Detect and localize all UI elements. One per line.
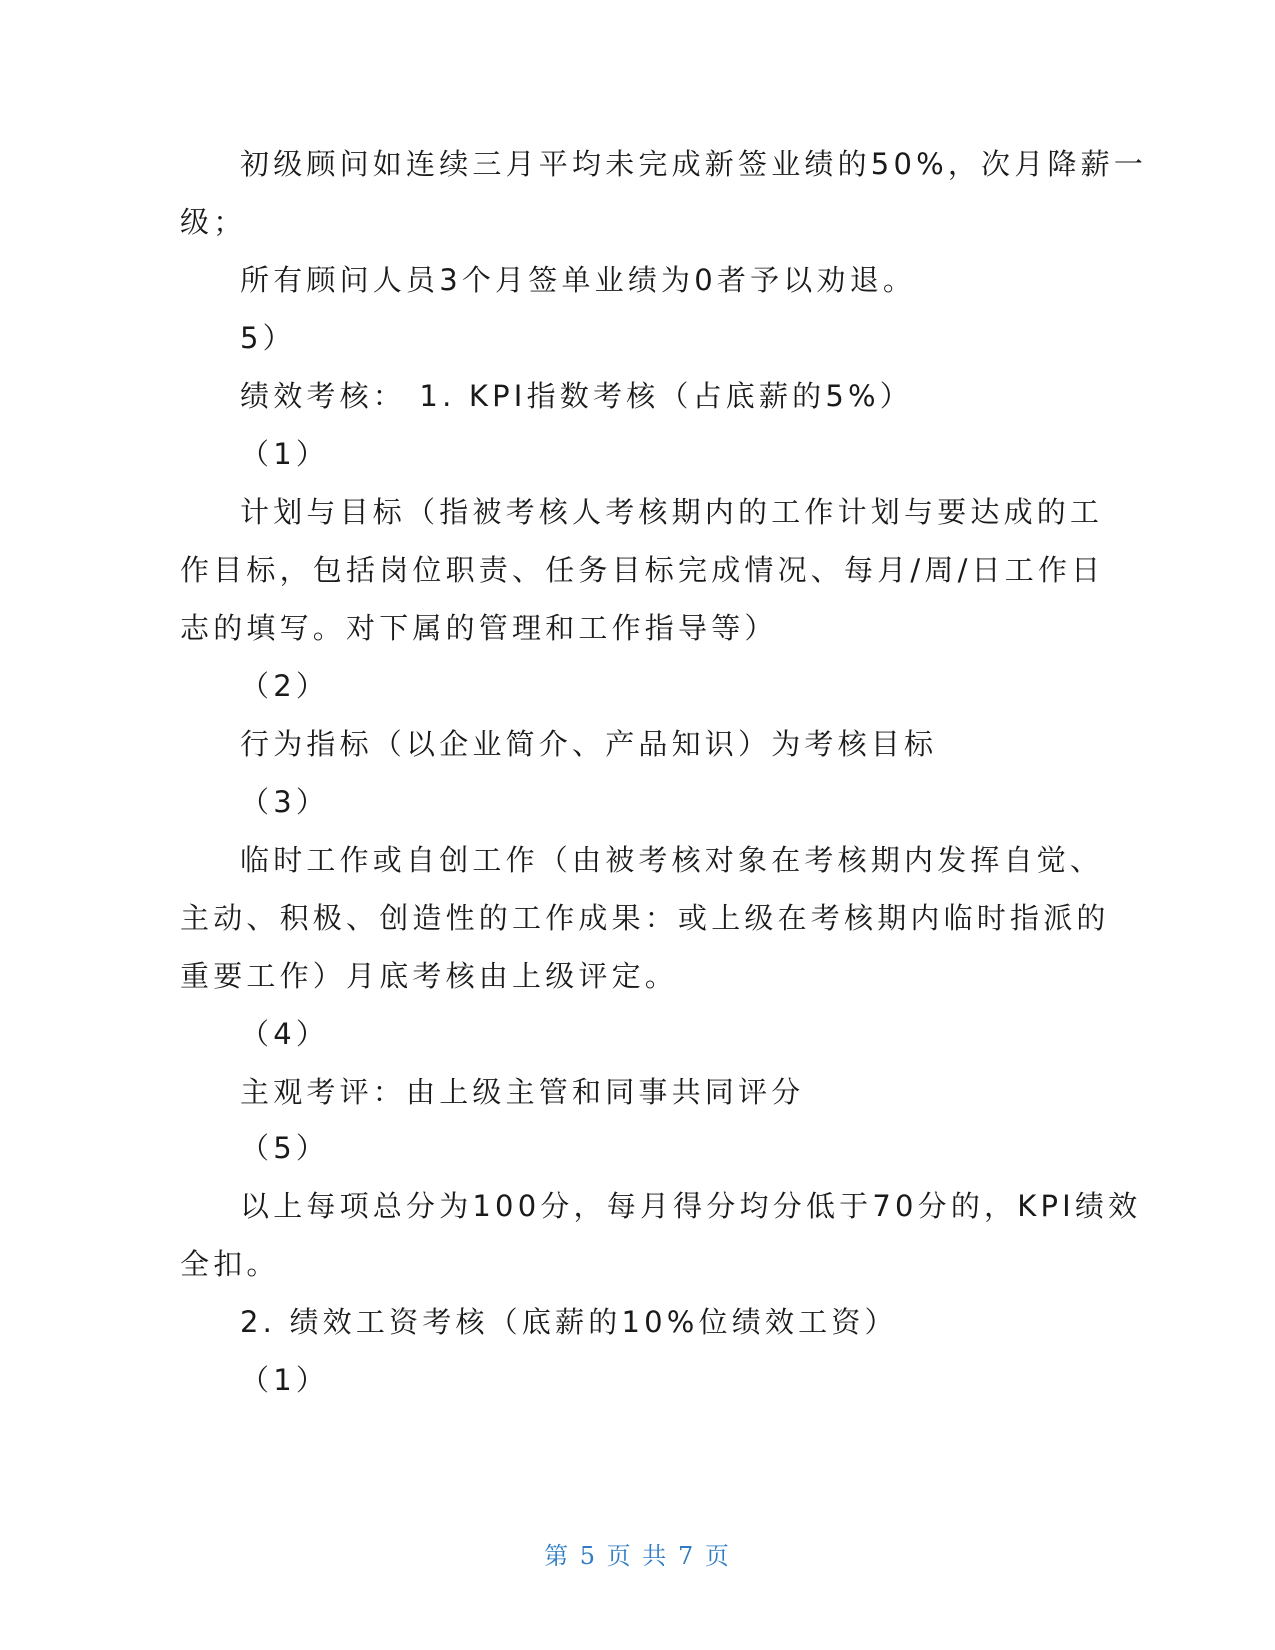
item-number: （1） <box>240 437 330 471</box>
body-line: 作目标，包括岗位职责、任务目标完成情况、每月/周/日工作日 <box>180 553 1105 587</box>
item-number: （3） <box>240 785 330 819</box>
body-line: 以上每项总分为100分，每月得分均分低于70分的，KPI绩效 <box>240 1189 1142 1223</box>
section-number: 5） <box>240 321 296 355</box>
item-number: （2） <box>240 669 330 703</box>
item-number: （4） <box>240 1017 330 1051</box>
page-number-label: 第 5 页 共 7 页 <box>544 1542 731 1570</box>
section-heading: 2. 绩效工资考核（底薪的10%位绩效工资） <box>240 1305 898 1339</box>
section-heading: 绩效考核： 1. KPI指数考核（占底薪的5%） <box>240 379 913 413</box>
body-line: 所有顾问人员3个月签单业绩为0者予以劝退。 <box>240 263 917 297</box>
body-line: 级； <box>180 205 247 239</box>
item-number: （5） <box>240 1131 330 1165</box>
body-line: 初级顾问如连续三月平均未完成新签业绩的50%，次月降薪一 <box>240 147 1148 181</box>
body-line: 全扣。 <box>180 1247 280 1281</box>
item-number: （1） <box>240 1363 330 1397</box>
body-line: 重要工作）月底考核由上级评定。 <box>180 959 679 993</box>
body-line: 临时工作或自创工作（由被考核对象在考核期内发挥自觉、 <box>240 843 1104 877</box>
body-line: 行为指标（以企业简介、产品知识）为考核目标 <box>240 727 938 761</box>
body-line: 主动、积极、创造性的工作成果：或上级在考核期内临时指派的 <box>180 901 1110 935</box>
body-line: 计划与目标（指被考核人考核期内的工作计划与要达成的工 <box>240 495 1104 529</box>
page-footer <box>0 1536 1275 1571</box>
body-line: 志的填写。对下属的管理和工作指导等） <box>180 611 778 645</box>
body-line: 主观考评：由上级主管和同事共同评分 <box>240 1075 805 1109</box>
